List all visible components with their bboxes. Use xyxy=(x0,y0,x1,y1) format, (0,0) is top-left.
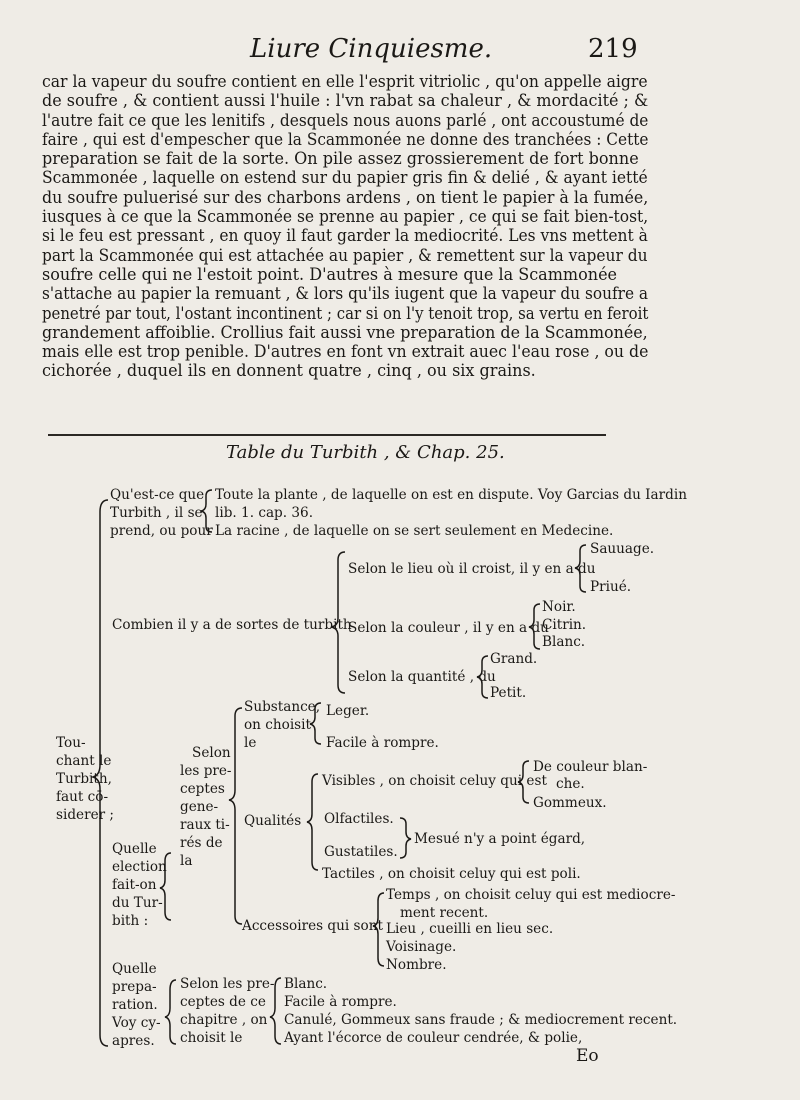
substance-line: Substance, xyxy=(244,699,321,715)
selon-line: chapitre , on xyxy=(180,1012,268,1028)
root-label xyxy=(56,734,114,824)
root-line: siderer ; xyxy=(56,807,115,823)
q1-answer-plante: Toute la plante , de laquelle on est en dispute. Voy Garcias du Iardin xyxy=(215,487,687,503)
q4-line: apres. xyxy=(112,1033,155,1049)
root-line: Turbith, xyxy=(56,771,112,787)
body-line: penetré par tout, l'ostant incontinent ; car si on l'y tenoit trop, sa vertu en feroit xyxy=(42,303,649,323)
q4-selon xyxy=(180,975,275,1047)
q2-question: Combien il y a de sortes de turbith xyxy=(112,617,352,633)
q1-line: Turbith , il se xyxy=(110,505,203,521)
visibles-label: Visibles , on choisit celuy qui est xyxy=(322,773,547,789)
tactiles: Tactiles , on choisit celuy qui est poli. xyxy=(322,866,581,882)
body-line: car la vapeur du soufre contient en elle l'esprit vitriolic , qu'on appelle aigre xyxy=(42,72,648,91)
q2-couleur-option: Blanc. xyxy=(542,634,586,650)
q3-line: du Tur- xyxy=(112,895,163,911)
q4-line: prepa- xyxy=(112,979,157,995)
q1-line: prend, ou pour xyxy=(110,523,213,539)
q3-preceptes xyxy=(180,744,232,870)
visibles-option: De couleur blan- xyxy=(533,759,648,775)
visibles-option: che. xyxy=(556,776,585,792)
q3-line: Quelle xyxy=(112,841,157,857)
body-line: part la Scammonée qui est attachée au papier , & remettent sur la vapeur du xyxy=(42,245,648,265)
table-title: Table du Turbith , & Chap. 25. xyxy=(226,442,505,463)
running-title: Liure Cinquiesme. xyxy=(250,34,493,64)
q2-couleur-label: Selon la couleur , il y en a du xyxy=(348,620,549,636)
q3-question xyxy=(112,840,167,930)
accessoire-item: Temps , on choisit celuy qui est mediocre- xyxy=(386,887,676,903)
root-line: chant le xyxy=(56,753,112,769)
q4-item: Canulé, Gommeux sans fraude ; & mediocrement recent. xyxy=(284,1012,678,1028)
q2-lieu-option: Sauuage. xyxy=(590,541,655,557)
q2-quantite-label: Selon la quantité , du xyxy=(348,669,496,685)
body-line: de soufre , & contient aussi l'huile : l'vn rabat sa chaleur , & mordacité ; & xyxy=(42,91,649,111)
q2-quantite-option: Petit. xyxy=(490,685,527,701)
q4-item: Ayant l'écorce de couleur cendrée, & polie, xyxy=(284,1030,583,1046)
mesue-note: Mesué n'y a point égard, xyxy=(414,831,586,847)
body-line: cichorée , duquel ils en donnent quatre , cinq , ou six grains. xyxy=(42,361,536,381)
q3-line: fait-on xyxy=(112,877,157,893)
substance-option: Facile à rompre. xyxy=(326,735,439,751)
substance-option: Leger. xyxy=(326,703,370,719)
q4-line: Quelle xyxy=(112,961,157,977)
body-line: preparation se fait de la sorte. On pile assez grossierement de fort bonne xyxy=(42,149,639,169)
q1-question xyxy=(110,486,213,540)
page-number: 219 xyxy=(588,34,638,64)
q4-line: Voy cy- xyxy=(112,1015,161,1031)
olfactiles: Olfactiles. xyxy=(324,811,394,827)
q2-lieu-label: Selon le lieu où il croist, il y en a du xyxy=(348,561,596,577)
q4-item: Facile à rompre. xyxy=(284,994,397,1010)
visibles-option: Gommeux. xyxy=(533,795,607,811)
body-line: faire , qui est d'empescher que la Scammonée ne donne des tranchées : Cette xyxy=(42,129,649,149)
preceptes-line: gene- xyxy=(180,799,219,815)
q3-line: election xyxy=(112,859,167,875)
substance-label xyxy=(244,698,320,752)
q2-couleur-option: Citrin. xyxy=(542,617,587,633)
substance-line: on choisit xyxy=(244,717,311,733)
accessoire-item: Nombre. xyxy=(386,957,447,973)
body-line: grandement affoiblie. Crollius fait aussi vne preparation de la Scammonée, xyxy=(42,322,648,342)
q4-question xyxy=(112,960,161,1050)
qualites-label: Qualités xyxy=(244,813,302,829)
gustatiles: Gustatiles. xyxy=(324,844,398,860)
substance-line: le xyxy=(244,735,257,751)
q1-line: Qu'est-ce que xyxy=(110,487,205,503)
q1-answer-racine: La racine , de laquelle on se sert seulement en Medecine. xyxy=(215,523,614,539)
q3-line: bith : xyxy=(112,913,149,929)
q1-answer-ref: lib. 1. cap. 36. xyxy=(215,505,314,521)
q4-item: Blanc. xyxy=(284,976,328,992)
qualites-brace xyxy=(307,774,318,870)
body-line: l'autre fait ce que les lenitifs , desquels nous auons parlé , ont accoustumé de xyxy=(42,110,649,130)
body-line: si le feu est pressant , en quoy il faut garder la mediocrité. Les vns mettent à xyxy=(42,226,648,246)
preceptes-line: la xyxy=(180,853,193,869)
preceptes-line: ceptes xyxy=(180,781,225,797)
q2-lieu-option: Priué. xyxy=(590,579,632,595)
accessoires-label: Accessoires qui sont xyxy=(242,918,383,934)
root-line: Tou- xyxy=(56,735,86,751)
olfactiles-brace xyxy=(400,818,411,858)
accessoire-item: ment recent. xyxy=(400,905,489,921)
selon-line: ceptes de ce xyxy=(180,994,266,1010)
body-line: Scammonée , laquelle on estend sur du papier gris fin & delié , & ayant ietté xyxy=(42,168,648,188)
preceptes-line: rés de xyxy=(180,835,223,851)
q2-quantite-option: Grand. xyxy=(490,651,538,667)
q4-inner-brace xyxy=(165,980,176,1044)
selon-line: choisit le xyxy=(180,1030,243,1046)
accessoire-item: Lieu , cueilli en lieu sec. xyxy=(386,921,554,937)
preceptes-line: Selon xyxy=(192,745,231,761)
preceptes-line: les pre- xyxy=(180,763,232,779)
catchword: Eo xyxy=(576,1046,599,1066)
body-line: soufre celle qui ne l'estoit point. D'autres à mesure que la Scammonée xyxy=(42,264,618,284)
body-line: mais elle est trop penible. D'autres en font vn extrait auec l'eau rose , ou de xyxy=(42,342,649,362)
body-line: du soufre puluerisé sur des charbons ardens , on tient le papier à la fumée, xyxy=(42,187,649,207)
q4-line: ration. xyxy=(112,997,158,1013)
q2-couleur-option: Noir. xyxy=(542,599,576,615)
body-line: s'attache au papier la remuant , & lors qu'ils iugent que la vapeur du soufre a xyxy=(42,284,649,304)
selon-line: Selon les pre- xyxy=(180,976,275,992)
preceptes-line: raux ti- xyxy=(180,817,230,833)
body-line: iusques à ce que la Scammonée se prenne au papier , ce qui se fait bien-tost, xyxy=(42,207,649,227)
root-line: faut cō- xyxy=(56,789,109,805)
accessoire-item: Voisinage. xyxy=(386,939,457,955)
